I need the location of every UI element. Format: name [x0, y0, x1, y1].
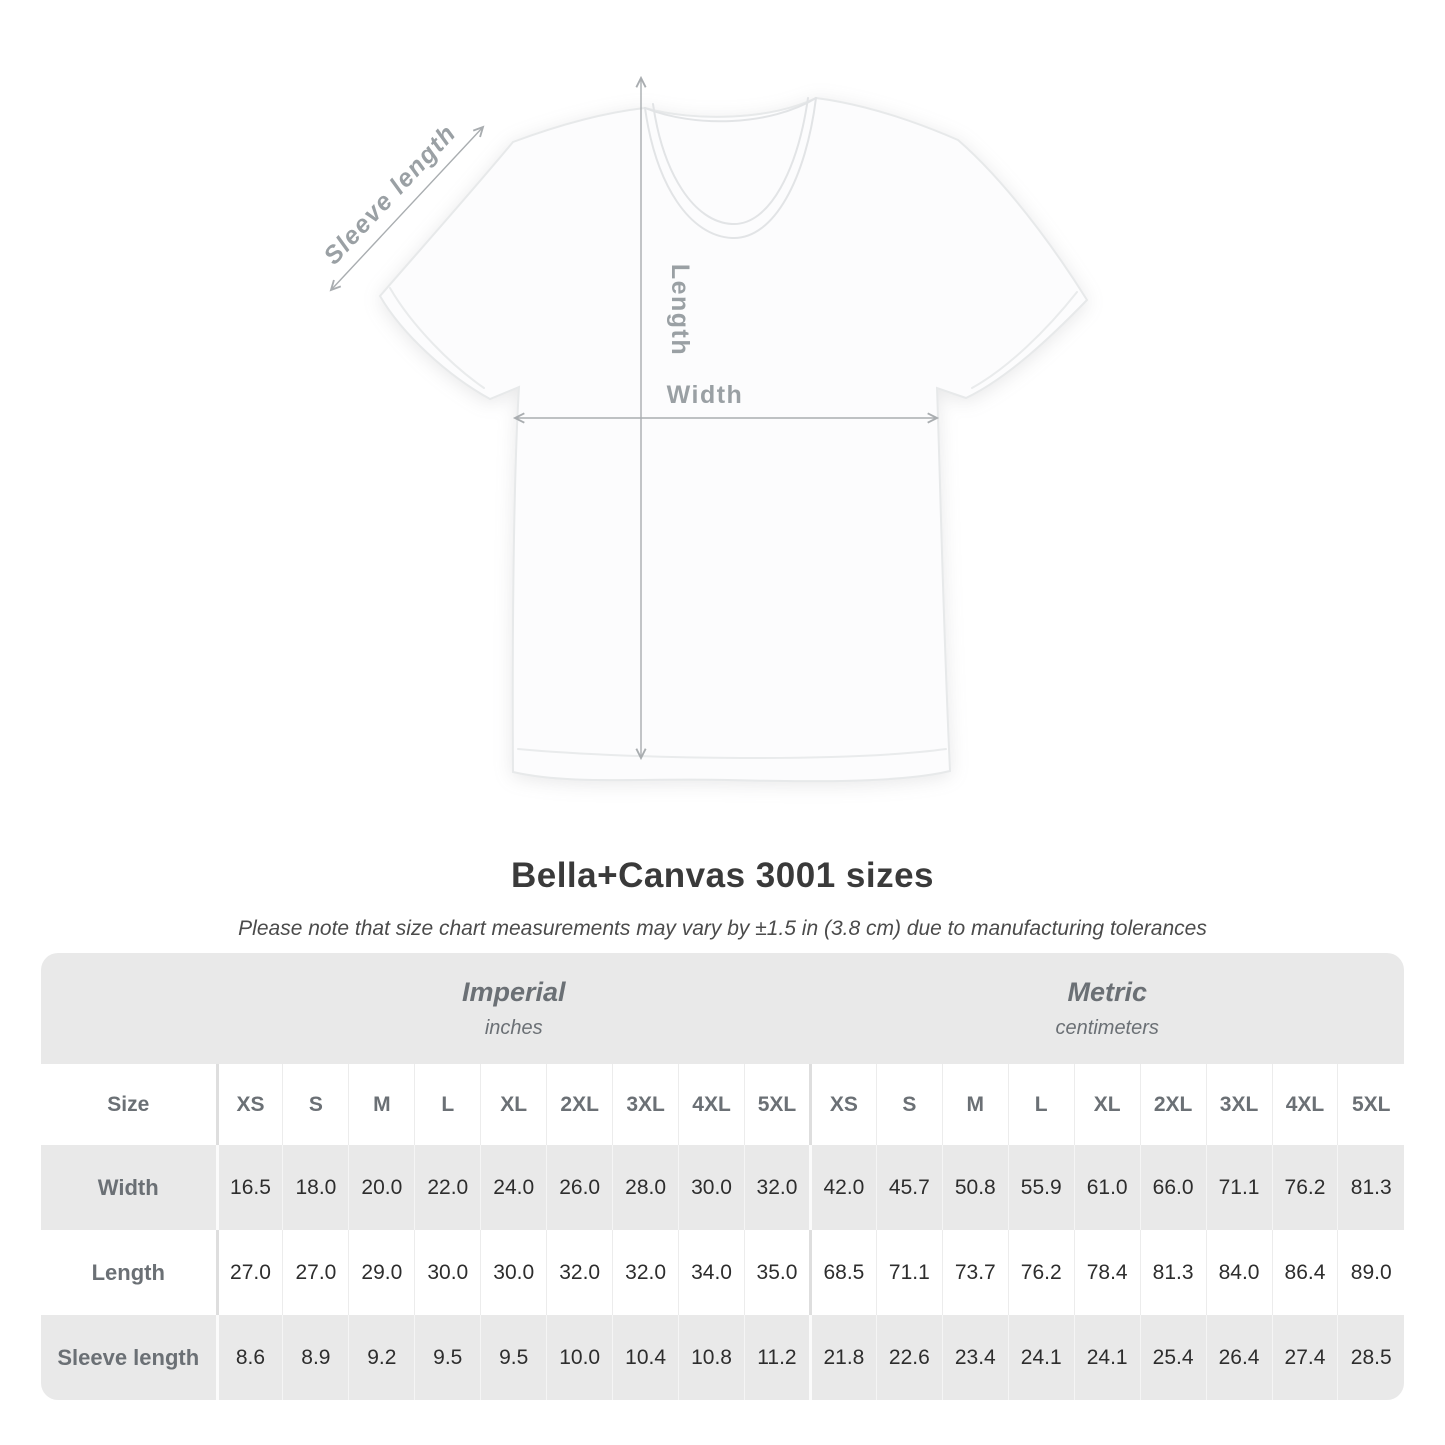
value-cell: 20.0	[349, 1145, 415, 1230]
value-cell: 27.4	[1272, 1315, 1338, 1400]
row-label: Width	[41, 1145, 217, 1230]
value-cell: 8.9	[283, 1315, 349, 1400]
value-cell: 30.0	[481, 1230, 547, 1315]
value-cell: 8.6	[217, 1315, 283, 1400]
value-cell: 10.4	[613, 1315, 679, 1400]
value-cell: 18.0	[283, 1145, 349, 1230]
value-cell: 81.3	[1338, 1145, 1404, 1230]
value-cell: 66.0	[1140, 1145, 1206, 1230]
value-cell: 28.0	[613, 1145, 679, 1230]
value-cell: 10.0	[547, 1315, 613, 1400]
sleeve-length-label: Sleeve length	[318, 118, 462, 271]
metric-header	[810, 953, 1404, 1064]
value-cell: 73.7	[942, 1230, 1008, 1315]
value-cell: 35.0	[745, 1230, 811, 1315]
value-cell: 29.0	[349, 1230, 415, 1315]
value-cell: 27.0	[283, 1230, 349, 1315]
value-cell: 89.0	[1338, 1230, 1404, 1315]
band-corner-cell	[41, 953, 217, 1064]
value-cell: 32.0	[547, 1230, 613, 1315]
measurement-row-length	[41, 1230, 1404, 1315]
imperial-unit-label: inches	[484, 1017, 543, 1039]
value-cell: 71.1	[1206, 1145, 1272, 1230]
size-col-metric-3xl: 3XL	[1206, 1064, 1272, 1145]
value-cell: 81.3	[1140, 1230, 1206, 1315]
value-cell: 86.4	[1272, 1230, 1338, 1315]
size-col-imperial-4xl: 4XL	[679, 1064, 745, 1145]
value-cell: 32.0	[613, 1230, 679, 1315]
size-col-metric-5xl: 5XL	[1338, 1064, 1404, 1145]
value-cell: 23.4	[942, 1315, 1008, 1400]
measurements-body	[41, 1145, 1404, 1400]
value-cell: 26.0	[547, 1145, 613, 1230]
value-cell: 32.0	[745, 1145, 811, 1230]
measurement-row-width	[41, 1145, 1404, 1230]
size-header-cell: Size	[41, 1064, 217, 1145]
measurement-row-sleeve-length	[41, 1315, 1404, 1400]
row-label: Length	[41, 1230, 217, 1315]
value-cell: 26.4	[1206, 1315, 1272, 1400]
value-cell: 78.4	[1074, 1230, 1140, 1315]
value-cell: 24.1	[1008, 1315, 1074, 1400]
row-label: Sleeve length	[41, 1315, 217, 1400]
imperial-label: Imperial	[461, 977, 566, 1007]
metric-unit-label: centimeters	[1055, 1017, 1159, 1039]
value-cell: 61.0	[1074, 1145, 1140, 1230]
value-cell: 11.2	[745, 1315, 811, 1400]
value-cell: 76.2	[1272, 1145, 1338, 1230]
size-col-imperial-l: L	[415, 1064, 481, 1145]
size-col-imperial-s: S	[283, 1064, 349, 1145]
value-cell: 45.7	[876, 1145, 942, 1230]
size-col-metric-4xl: 4XL	[1272, 1064, 1338, 1145]
metric-label: Metric	[1067, 977, 1147, 1007]
size-header-row	[41, 1064, 1404, 1145]
value-cell: 84.0	[1206, 1230, 1272, 1315]
value-cell: 10.8	[679, 1315, 745, 1400]
value-cell: 25.4	[1140, 1315, 1206, 1400]
value-cell: 68.5	[810, 1230, 876, 1315]
size-col-metric-2xl: 2XL	[1140, 1064, 1206, 1145]
size-col-imperial-3xl: 3XL	[613, 1064, 679, 1145]
value-cell: 30.0	[679, 1145, 745, 1230]
value-cell: 21.8	[810, 1315, 876, 1400]
width-label: Width	[666, 381, 744, 409]
size-col-metric-s: S	[876, 1064, 942, 1145]
value-cell: 34.0	[679, 1230, 745, 1315]
size-col-imperial-2xl: 2XL	[547, 1064, 613, 1145]
value-cell: 16.5	[217, 1145, 283, 1230]
size-col-metric-m: M	[942, 1064, 1008, 1145]
value-cell: 76.2	[1008, 1230, 1074, 1315]
value-cell: 22.6	[876, 1315, 942, 1400]
value-cell: 9.2	[349, 1315, 415, 1400]
value-cell: 42.0	[810, 1145, 876, 1230]
value-cell: 24.0	[481, 1145, 547, 1230]
value-cell: 9.5	[481, 1315, 547, 1400]
size-col-metric-xl: XL	[1074, 1064, 1140, 1145]
value-cell: 71.1	[876, 1230, 942, 1315]
length-label: Length	[666, 263, 694, 357]
size-chart-table	[41, 953, 1404, 1400]
size-col-imperial-m: M	[349, 1064, 415, 1145]
value-cell: 28.5	[1338, 1315, 1404, 1400]
size-col-imperial-5xl: 5XL	[745, 1064, 811, 1145]
value-cell: 24.1	[1074, 1315, 1140, 1400]
unit-band-row	[41, 953, 1404, 1064]
tolerance-note: Please note that size chart measurements may vary by ±1.5 in (3.8 cm) due to manufacturing tolerances	[238, 917, 1207, 940]
value-cell: 30.0	[415, 1230, 481, 1315]
tshirt-graphic	[380, 98, 1087, 781]
imperial-header	[217, 953, 810, 1064]
size-col-metric-l: L	[1008, 1064, 1074, 1145]
size-col-imperial-xl: XL	[481, 1064, 547, 1145]
page-title: Bella+Canvas 3001 sizes	[510, 856, 935, 895]
value-cell: 9.5	[415, 1315, 481, 1400]
size-col-imperial-xs: XS	[217, 1064, 283, 1145]
value-cell: 27.0	[217, 1230, 283, 1315]
value-cell: 22.0	[415, 1145, 481, 1230]
size-col-metric-xs: XS	[810, 1064, 876, 1145]
value-cell: 50.8	[942, 1145, 1008, 1230]
value-cell: 55.9	[1008, 1145, 1074, 1230]
